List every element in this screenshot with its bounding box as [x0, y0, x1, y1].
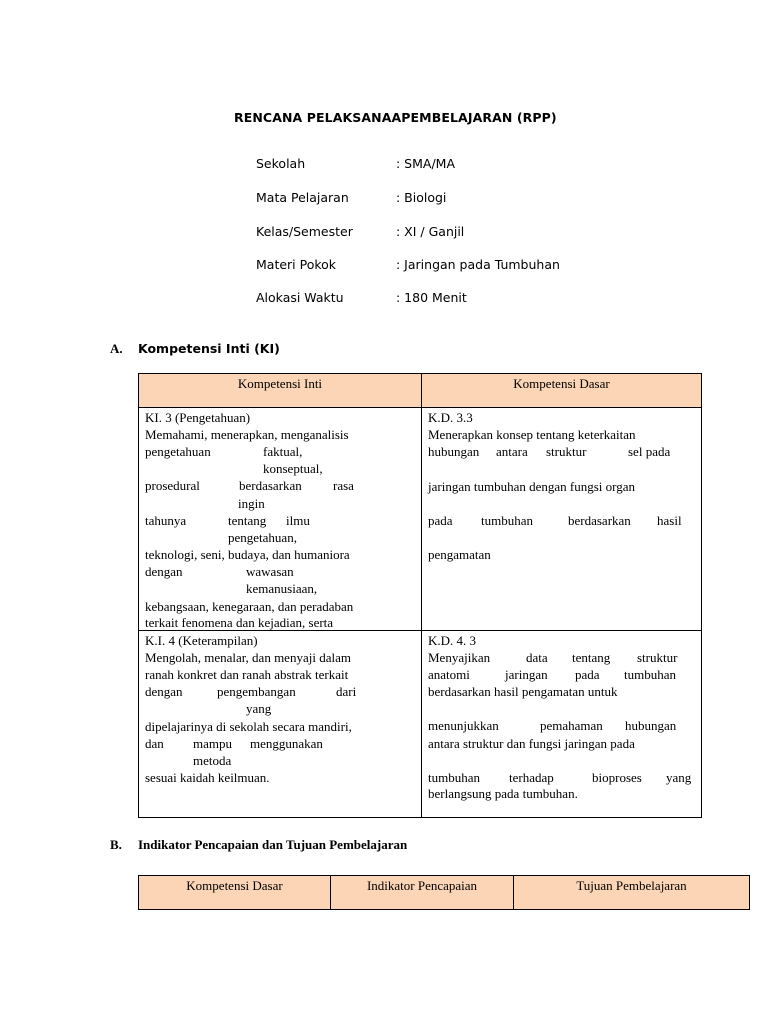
ki4-word: metoda: [193, 753, 232, 768]
info-value-kelas-semester: : XI / Ganjil: [396, 224, 465, 239]
kd33-line: pengamatan: [428, 547, 491, 562]
ki3-word: konseptual,: [263, 461, 323, 476]
kd43-line: antara struktur dan fungsi jaringan pada: [428, 736, 635, 751]
kd33-cell: [422, 408, 702, 631]
info-label-alokasi-waktu: Alokasi Waktu: [256, 290, 344, 305]
ki4-word: menggunakan: [250, 736, 323, 751]
ki3-word: wawasan: [246, 564, 294, 579]
ki3-word: rasa: [333, 478, 354, 493]
kd43-line: berdasarkan hasil pengamatan untuk: [428, 684, 618, 699]
section-a-title: Kompetensi Inti (KI): [138, 341, 280, 356]
kd43-word: data: [526, 650, 548, 665]
ki3-word: ingin: [238, 496, 265, 511]
kd43-word: tumbuhan: [624, 667, 676, 682]
kd43-word: tumbuhan: [428, 770, 480, 785]
ki3-word: prosedural: [145, 478, 200, 493]
ki4-line: dipelajarinya di sekolah secara mandiri,: [145, 719, 352, 734]
kd33-word: sel pada: [628, 444, 671, 459]
kd43-heading: K.D. 4. 3: [428, 633, 477, 648]
header-tujuan-pembelajaran: Tujuan Pembelajaran: [514, 876, 750, 910]
kd43-word: jaringan: [505, 667, 548, 682]
ki3-word: kemanusiaan,: [246, 581, 318, 596]
kd43-word: menunjukkan: [428, 718, 499, 733]
ki3-word: tentang: [228, 513, 267, 528]
ki3-line: kebangsaan, kenegaraan, dan peradaban: [145, 599, 354, 614]
header-kompetensi-dasar: Kompetensi Dasar: [422, 374, 702, 408]
info-label-materi-pokok: Materi Pokok: [256, 257, 337, 272]
ki4-word: dengan: [145, 684, 183, 699]
ki4-heading: K.I. 4 (Keterampilan): [145, 633, 258, 648]
kd43-line: berlangsung pada tumbuhan.: [428, 786, 578, 801]
indikator-table-header-row: [139, 876, 750, 910]
document-title: RENCANA PELAKSANAAPEMBELAJARAN (RPP): [234, 110, 557, 125]
kd33-word: struktur: [546, 444, 587, 459]
ki3-cell: [139, 408, 422, 631]
kd43-word: yang: [666, 770, 692, 785]
kd33-line: Menerapkan konsep tentang keterkaitan: [428, 427, 636, 442]
section-a-letter: A.: [110, 341, 123, 356]
ki-table-row-keterampilan: [139, 631, 702, 818]
kd33-word: hubungan: [428, 444, 480, 459]
ki3-word: pengetahuan: [145, 444, 211, 459]
info-label-kelas-semester: Kelas/Semester: [256, 224, 353, 239]
info-value-sekolah: : SMA/MA: [396, 156, 456, 171]
kd33-word: pada: [428, 513, 453, 528]
kd43-word: anatomi: [428, 667, 470, 682]
ki3-word: tahunya: [145, 513, 187, 528]
kd43-word: terhadap: [509, 770, 554, 785]
kd43-word: hubungan: [625, 718, 677, 733]
info-value-alokasi-waktu: : 180 Menit: [396, 290, 467, 305]
indikator-table: [138, 875, 750, 910]
ki3-word: ilmu: [286, 513, 310, 528]
info-value-mata-pelajaran: : Biologi: [396, 190, 447, 205]
section-b-title: Indikator Pencapaian dan Tujuan Pembelajaran: [138, 837, 408, 852]
kd43-word: bioproses: [592, 770, 642, 785]
ki4-word: dari: [336, 684, 357, 699]
kd33-word: hasil: [657, 513, 682, 528]
kd33-word: antara: [496, 444, 528, 459]
header-kompetensi-dasar: Kompetensi Dasar: [139, 876, 331, 910]
kd33-word: berdasarkan: [568, 513, 631, 528]
ki3-word: faktual,: [263, 444, 303, 459]
ki3-word: pengetahuan,: [228, 530, 297, 545]
ki4-line: sesuai kaidah keilmuan.: [145, 770, 270, 785]
ki3-line: terkait fenomena dan kejadian, serta: [145, 615, 334, 630]
kd33-line: jaringan tumbuhan dengan fungsi organ: [428, 479, 635, 494]
ki-table-header-row: [139, 374, 702, 408]
ki4-word: mampu: [193, 736, 232, 751]
ki-table: [138, 373, 702, 818]
ki3-heading: KI. 3 (Pengetahuan): [145, 410, 251, 425]
ki4-word: pengembangan: [217, 684, 296, 699]
kd43-word: pemahaman: [540, 718, 603, 733]
kd43-word: struktur: [637, 650, 678, 665]
kd43-word: tentang: [572, 650, 611, 665]
ki4-word: dan: [145, 736, 164, 751]
kd43-cell: [422, 631, 702, 818]
ki4-cell: [139, 631, 422, 818]
ki3-word: berdasarkan: [239, 478, 302, 493]
ki4-line: ranah konkret dan ranah abstrak terkait: [145, 667, 349, 682]
ki4-word: yang: [246, 701, 272, 716]
ki-table-row-pengetahuan: [139, 408, 702, 631]
section-b-letter: B.: [110, 837, 122, 852]
kd43-word: Menyajikan: [428, 650, 491, 665]
info-label-mata-pelajaran: Mata Pelajaran: [256, 190, 349, 205]
info-label-sekolah: Sekolah: [256, 156, 306, 171]
ki3-line: teknologi, seni, budaya, dan humaniora: [145, 547, 350, 562]
kd33-heading: K.D. 3.3: [428, 410, 473, 425]
ki3-line: Memahami, menerapkan, menganalisis: [145, 427, 349, 442]
kd43-word: pada: [575, 667, 600, 682]
header-kompetensi-inti: Kompetensi Inti: [139, 374, 422, 408]
info-value-materi-pokok: : Jaringan pada Tumbuhan: [396, 257, 560, 272]
header-indikator-pencapaian: Indikator Pencapaian: [331, 876, 514, 910]
ki3-word: dengan: [145, 564, 183, 579]
ki4-line: Mengolah, menalar, dan menyaji dalam: [145, 650, 351, 665]
kd33-word: tumbuhan: [481, 513, 533, 528]
